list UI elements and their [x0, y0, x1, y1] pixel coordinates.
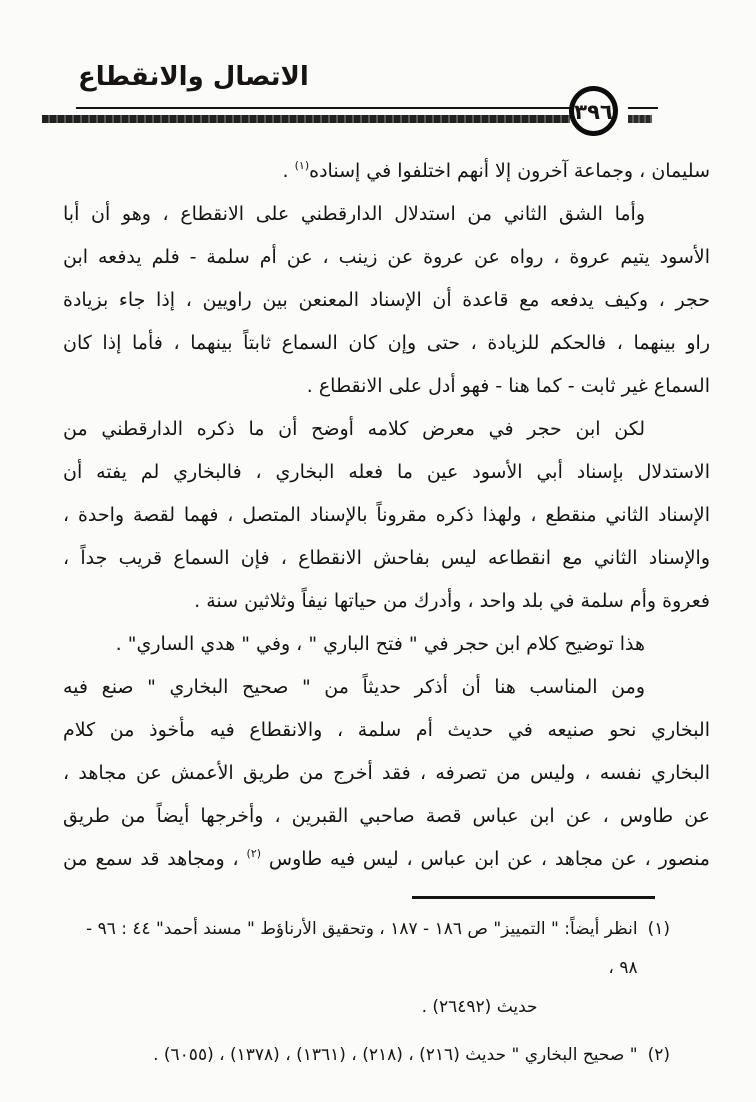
- footnote-ref-2: (٢): [246, 847, 262, 860]
- footnote-ref-1: (١): [294, 159, 310, 172]
- body-line: الاستدلال بإسناد أبي الأسود عين ما فعله البخاري ، فالبخاري لم يفته أن: [63, 461, 710, 483]
- line-segment: منصور ، عن مجاهد ، عن ابن عباس ، ليس فيه طاوس: [261, 848, 710, 870]
- body-line: ومن المناسب هنا أن أذكر حديثاً من " صحيح البخاري " صنع فيه: [63, 676, 645, 698]
- body-line: وأما الشق الثاني من استدلال الدارقطني على الانقطاع ، وهو أن أبا: [63, 203, 645, 225]
- page-number: ٣٩٦: [574, 99, 613, 124]
- header-rule-stub-thin: [628, 107, 658, 109]
- body-line: [63, 838, 710, 881]
- header-rule-stub-thick: [628, 115, 652, 123]
- line-segment: سليمان ، وجماعة آخرون إلا أنهم اختلفوا في إسناده: [309, 160, 710, 182]
- body-line: الإسناد الثاني منقطع ، ولهذا ذكره مقروناً بالإسناد المتصل ، فهما لقصة واحدة ،: [63, 504, 710, 526]
- footnote-line: " صحيح البخاري " حديث (٢١٦) ، (٢١٨) ، (١٣٦١) ، (١٣٧٨) ، (٦٠٥٥) .: [153, 1045, 638, 1065]
- line-segment: .: [282, 160, 295, 182]
- body-line: السماع غير ثابت - كما هنا - فهو أدل على الانقطاع .: [306, 375, 710, 397]
- body-line: فعروة وأم سلمة في بلد واحد ، وأدرك من حياتها نيفاً وثلاثين سنة .: [194, 590, 710, 612]
- body-text: [63, 150, 710, 881]
- footnote-marker: (١): [647, 919, 670, 939]
- body-line: والإسناد الثاني مع انقطاعه ليس بفاحش الانقطاع ، فإن السماع قريب جداً ،: [63, 547, 710, 569]
- chapter-title: الاتصال والانقطاع: [78, 62, 309, 92]
- body-line: راو بينهما ، فالحكم للزيادة ، حتى وإن كان السماع ثابتاً بينهما ، فأما إذا كان: [63, 332, 710, 354]
- body-line: حجر ، وكيف يدفعه مع قاعدة أن الإسناد المعنعن بين راويين ، إذا جاء بزيادة: [63, 289, 710, 311]
- page-number-badge: [569, 86, 618, 136]
- body-line: الأسود يتيم عروة ، رواه عن عروة عن زينب ، عن أم سلمة - فلم يدفعه ابن: [63, 246, 710, 268]
- footnote-body: [63, 910, 638, 1027]
- footnote-body: [63, 1036, 638, 1075]
- footnote-marker: (٢): [647, 1045, 670, 1065]
- body-line: عن طاوس ، عن ابن عباس قصة صاحبي القبرين ، وأخرجها أيضاً من طريق: [63, 805, 710, 827]
- footnote-1: [63, 910, 670, 1027]
- body-line: لكن ابن حجر في معرض كلامه أوضح أن ما ذكره الدارقطني من: [63, 418, 645, 440]
- footnote-line: حديث (٢٦٤٩٢) .: [421, 997, 538, 1017]
- header-rule-thick: [42, 115, 570, 123]
- body-line: [63, 150, 710, 193]
- line-segment: ، ومجاهد قد سمع من: [63, 848, 247, 870]
- body-line: البخاري نفسه ، وليس من تصرفه ، فقد أخرج من طريق الأعمش عن مجاهد ،: [63, 762, 710, 784]
- body-line: البخاري نحو صنيعه في حديث أم سلمة ، والانقطاع فيه مأخوذ من كلام: [63, 719, 710, 741]
- footnote-separator: [412, 896, 655, 899]
- footnote-line: انظر أيضاً: " التمييز" ص ١٨٦ - ١٨٧ ، وتحقيق الأرناؤط " مسند أحمد" ٤٤ : ٩٦ - ٩٨ ،: [86, 919, 638, 978]
- footnote-2: [63, 1036, 670, 1075]
- body-line: هذا توضيح كلام ابن حجر في " فتح الباري " ، وفي " هدي الساري" .: [115, 633, 645, 655]
- footnotes: [63, 910, 670, 1075]
- header-rule-thin: [76, 107, 570, 109]
